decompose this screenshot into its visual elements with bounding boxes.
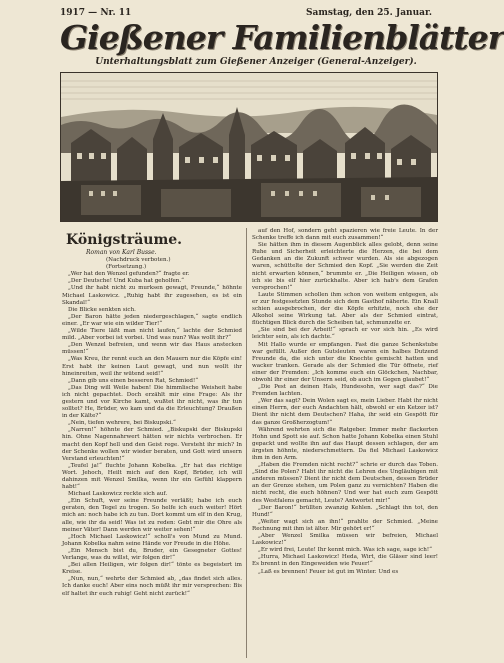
paragraph: „Haben die Fremden nicht recht?“ schrie er durch das Toben. „Sind die Polen? Habt ihr nicht die Lehren des Ungläubigen mit anderen müssen? Dient ihr nicht dem Deutschen, dessen Brüder an der Grenze stehen, um Polen ganz zu vernichten? Haben die nicht recht, die euch höhnen? Und wer hat euch zum Gespött des Westfalens gemacht, Leute? Antwortet mir!“: [252, 462, 438, 504]
paragraph: „Der Baron hätte jeden niedergeschlagen,“ sagte endlich einer. „Er war wie ein wilder Tier!“: [62, 313, 242, 327]
paragraph: „Nein, tiefen wehrere, bei Biskupski.“: [68, 420, 176, 427]
story-byline: Roman von Karl Busse.: [86, 249, 157, 256]
paragraph: „Der Deutsche! Und Kuba hat geholfen.“: [68, 278, 184, 285]
column-divider: [246, 228, 247, 658]
paragraph: „Wer das sagt? Dein Wolen sagt es, mein Lieber. Habt ihr nicht einen Herrn, der euch Andachten hält, obwohl er ein Ketzer ist? Dient ihr nicht dem Deutschen? Haha, ihr seid ein Gespött für das ganze Großherzogtum!“: [252, 398, 438, 426]
paragraph: „Hurra, Michael Laskowicz! Heda, Wirt, die Gläser sind leer! Es brennt in den Eingeweiden wie Feuer!“: [252, 554, 438, 568]
masthead-subtitle: Unterhaltungsblatt zum Gießener Anzeiger (General-Anzeiger).: [95, 57, 417, 67]
paragraph: Die Blicke senkten sich.: [68, 306, 136, 313]
paragraph: Sie hätten ihm in diesem Augenblick alles gelobt, denn seine Ruhe und Sicherheit erleichterte die Herzen, die bei dem Gedanken an die Zukunft schwer wurden. Als sie abgezogen waren, schüttelte der Schmied den Kopf. „Sie werden die Zeit nicht erwarten können,“ brummte er. „Die Heiligen wissen, ob ich sie bis elf hier zurückhalte. Aber ich hab's dem Grafen versprochen!“: [252, 242, 438, 291]
left-text-column: [62, 228, 242, 598]
paragraph: „Aber Wenzel Smilka müssen wir befreien, Michael Laskowicz!“: [252, 533, 438, 547]
reprint-note: (Nachdruck verboten.): [106, 257, 171, 264]
paragraph: auf den Hof, sondern geht spazieren wie freie Leute. In der Schenke treffe ich dann mit euch zusammen!“: [252, 228, 438, 242]
paragraph: „Weiter wagt sich an ihn!“ prahlte der Schmied. „Meine Rechnung mit ihm ist älter. Mir gehört er!“: [252, 518, 438, 532]
issue-number: 1917 — Nr. 11: [60, 8, 132, 18]
paragraph: „Dann gib uns einen besseren Rat, Schmied!“: [68, 377, 199, 384]
issue-date: Samstag, den 25. Januar.: [305, 8, 432, 18]
masthead-title: Gießener Familienblätter: [60, 18, 504, 57]
paragraph: „Der Baron!“ brüllten zwanzig Kehlen. „Schlagt ihn tot, den Hund!“: [252, 504, 438, 518]
paragraph: „Hoch Michael Laskowicz!“ scholl's von Mund zu Mund. Johann Kobelka nahm seine Hände vor Freude in die Höhe.: [62, 533, 242, 547]
paragraph: „Ein Mensch bist du, Bruder, ein Gesegneter Gottes! Verlange, was du willst, wir folgen dir!“: [62, 547, 242, 562]
paragraph: „Sie sind bei der Arbeit!“ sprach er vor sich hin. „Es wird leichter sein, als ich dachte.“: [252, 327, 438, 341]
paragraph: „Er wird frei, Leute! Ihr kennt mich. Was ich sage, sage ich!“: [258, 547, 432, 554]
paragraph: „Das Ding will Weile haben! Die himmlische Weisheit habe ich nicht gepachtet. Doch erzählt mir eine Frage: Als ihr gestern und vor Kirche kamt, wußtet ihr nicht, was ihr tun solltet? He, Brüder, wo kam und da die Erleuchtung? Draußen in der Kälte?“: [62, 384, 242, 420]
paragraph: Während wehrten sich die Ratgeber. Immer mehr flackerten Hohn und Spott sie auf. Schon hatte Johann Kobelka einen Stuhl gepackt und wollte ihn auf das Haupt dessen schlagen, der am ärgsten höhnte, niederschmettern. Da fiel Michael Laskowicz ihm in den Arm.: [252, 426, 438, 461]
paragraph: „Den Wenzel befreien, und wenn wir das Haus anstecken müssen!“: [62, 342, 242, 356]
paragraph: „Teufel ja!“ fluchte Johann Kobelka. „Er hat das richtige Wort. Jehoch, Heilt mich auf den Kopf, Brüder, ich will dahinzen mit Wenzel Smilka, wenn ihr ein Gefühl klappern habt!“: [62, 462, 242, 491]
continuation-note: (Fortsetzung.): [106, 264, 147, 271]
paragraph: „Nun, nun,“ wehrte der Schmied ab, „das findet sich alles. Ich danke euch! Aber eins noch müßt ihr mir versprechen: Bis elf haltet ihr euch ruhig! Geht nicht zurück!“: [62, 576, 242, 597]
paragraph: „Was Kreu, ihr rennt euch an den Mauern nur die Köpfe ein! Erst habt ihr keinen Laut gewagt, und nun wollt ihr hineinreiten, weil ihr wütend seid!“: [62, 356, 242, 377]
paragraph: „Narren!“ höhnte der Schmied. „Biskupski der Biskupski hin. Ohne Nagennahrwert hätten wir nichts verbrochen. Er macht den Kopf hell und den Geist rege. Versteht ihr mich? In der Schenke wollen wir wieder beraten, und Gott wird unsern Verstand erleuchten!“: [62, 427, 242, 462]
paragraph: Michael Laskowicz reckte sich auf.: [68, 491, 168, 498]
paragraph: „Bei allen Heiligen, wir folgen dir!“ tönte es begeistert im Kreise.: [62, 562, 242, 576]
paragraph: „Laß es brennen! Feuer ist gut im Winter. Und es: [258, 568, 399, 575]
paragraph: Laute Stimmen schollen ihm schon von weitem entgegen, als er zur festgesetzten Stunde sich dem Gasthof näherte. Ein Knall schien ausgebrochen, der die Köpfe erhitzte, noch ehe der Alkohol seine Wirkung tat. Aber als der Schmied eintrat, flüchtigen Blick durch die Scheiben tat, schmunzelte er.: [252, 291, 438, 327]
paragraph: „Ein Schuft, wer seine Freunde verläßt; habe ich euch geraten, den Tegel zu trogen. So helfe ich euch weiter! Hört mich an: noch habe ich zu tun. Dort kommt um elf in den Krug, alle, wie ihr da seid! Was ist zu reden: Gebt mir die Ohre als meiner Väter! Dann werden wir weiter sehen!“: [62, 498, 242, 533]
paragraph: „Wilde Tiere läßt man nicht laufen,“ lachte der Schmied mild. „Aber vorbei ist vorbei. Und was nun? Was wollt ihr?“: [62, 328, 242, 342]
paragraph: „Wer hat den Wenzel gefunden?“ fragte er.: [68, 271, 190, 278]
paragraph: „Die Pest an deinen Hals, Hundesohn, wer sagt das?“ Die Fremden lachten.: [252, 384, 438, 398]
paragraph: Mit Hallo wurde er empfangen. Fast die ganze Schenkstube war gefüllt. Außer den Gutsleuten waren ein halbes Dutzend Freunde da, die sich unter die Knechte gemischt hatten und wacker tranken. Gerade als der Schmied die Tür öffnete, rief einer der Fremden: „Ich komme euch ein Glöckchen, Nachbar, obwohl ihr einer der Unsern seid, ob auch im Gegen glaubet!“: [252, 341, 438, 383]
city-skyline-image: [61, 73, 437, 221]
story-title: Königsträume.: [66, 232, 183, 248]
paragraph: „Und ihr habt nicht zu murksen gewagt, Freunde,“ höhnte Michael Laskowicz. „Ruhig habt ihr zugesehen, es ist ein Skandal!“: [62, 285, 242, 306]
city-illustration: [60, 72, 438, 222]
right-text-column: [252, 228, 438, 576]
